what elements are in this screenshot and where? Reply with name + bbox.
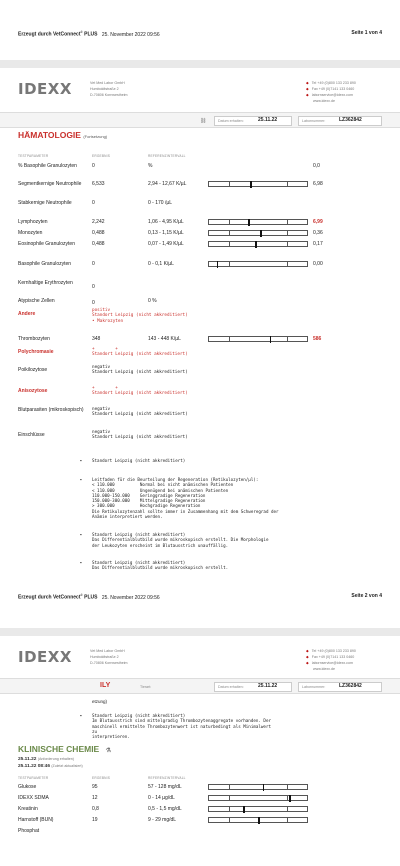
range-tick: [287, 817, 288, 823]
range-tick: [287, 219, 288, 225]
lab-address: Vet Med Labor GmbH Humboldtstraße 2 D-70806 Kornwestheim: [90, 81, 128, 97]
pet-icon: ⛓: [200, 118, 207, 124]
footer-page-number: Seite 2 von 4: [351, 593, 382, 599]
lab-address: Vet Med Labor GmbH Humboldtstraße 2 D-70806 Kornwestheim: [90, 649, 128, 665]
page-2: IDEXX Vet Med Labor GmbH Humboldtstraße 2 D-70806 Kornwestheim ◆ Tel +49 (0)800 133 233 890 ◆ Fax +49 (0)7141 133 0460 ◆ labornservice@idexx.com www.idexx.de ⛓ Datum erhalten: 25.11.22 Labornummer: LZ362842 HÄMATOLOGIE (Fortsetzung) TESTPARAMETER ERGEBNIS REFERENZINTERVALL % Basophile Granulozyten 0 % 0,0 Segmentkernige Neutrophile 6,533 2,94 - 12,67 K/µL 6,98 Stabkernige Neutrophile 0 0 - 170 /µL Lymphozyten 2,242 1,06 - 4,95 K/µL 6,99 Monozyten 0,488 0,13 - 1,15 K/µL 0,36 Eosinophile Granulozyten 0,488 0,07 - 1,49 K/µL 0,17 Basophile Granulozyten 0 0 - 0,1 K/µL 0,00 Kernhaltige Erythrozyten 0 Atypische Zellen 0 0 % Andere positiv Standort Leipzig (nicht akkreditiert) • Makrozyten Thrombozyten 348 143 - 448 K/µL 586 Polychromasie + + Standort Leipzig (nicht akkreditiert) Poikilozytose negativ Standort Leipzig (nicht akkreditiert) Anisozytose + + Standort Leipzig (nicht akkreditiert) Blutparasiten (mikroskopisch) negativ Standort Leipzig (nicht akkreditiert) Einschlüsse negativ Standort Leipzig (nicht akkreditiert) ▪ Standort Leipzig (nicht akkreditiert) ▪ Leitfaden für die Beurteilung der Regeneration (Retikulozyten/µl): < 110.000 Normal bei nicht anämischen Patienten < 110.000 Ungenügend bei anämischen Patienten 110.000-150.000 Geringgradige Regeneration 150.000-300.000 Mittelgradige Regeneration > 300.000 Hochgradige Regeneration Die Retikulozytenzahl sollte immer in Zusammenhang mit dem Schweregrad der Anämie interpretiert werden. ▪ Standort Leipzig (nicht akkreditiert) Das Differentialblutbild wurde mikroskopisch erstellt. Die Morphologie der Leukozyten erscheint im Blutausstrich unauffällig. ▪ Standort Leipzig (nicht akkreditiert) Das Differentialblutbild wurde mikroskopisch erstellt. Erzeugt durch VetConnect© PLUS 25. November 2022 09:56 Seite 2 von 4: [0, 68, 400, 628]
mail-icon: ◆: [306, 661, 309, 665]
lab-number: LZ362842: [339, 117, 362, 123]
range-bar: [208, 230, 308, 236]
range-bar: [208, 806, 308, 812]
range-tick: [229, 230, 230, 236]
range-tick: [229, 219, 230, 225]
range-tick: [229, 795, 230, 801]
range-bar: [208, 181, 308, 187]
lab-number: LZ362842: [339, 683, 362, 689]
fax-icon: ◆: [306, 655, 309, 659]
patient-info-bar: ⛓ Datum erhalten: 25.11.22 Labornummer: LZ362842: [0, 112, 400, 128]
footer-date: 25. November 2022 09:56: [101, 31, 160, 38]
range-tick: [229, 784, 230, 790]
result-marker: [248, 219, 250, 226]
page-3: IDEXX Vet Med Labor GmbH Humboldtstraße 2 D-70806 Kornwestheim ◆ Tel +49 (0)800 133 233 890 ◆ Fax +49 (0)7141 133 0460 ◆ labornservice@idexx.com www.idexx.de ILY Tierart: Datum erhalten: 25.11.22 Labornummer: LZ362842 etzung) ▪ Standort Leipzig (nicht akkreditiert) Im Blutausstrich sind mittelgradig Thrombozytenaggregate vorhanden. Der maschinell ermittelte Thrombozytenwert ist naturbedingt als Minimalwert zu interpretieren. KLINISCHE CHEMIE ⚗ 25.11.22 (Anforderung erhalten) 25.11.22 08:46 (Zuletzt aktualisiert) TESTPARAMETER ERGEBNIS REFERENZINTERVALL Glukose 95 57 - 128 mg/dL IDEXX SDMA 12 0 - 14 µg/dL Kreatinin 0,8 0,5 - 1,5 mg/dL Harnstoff (BUN) 19 9 - 29 mg/dL Phosphat: [0, 636, 400, 866]
section-title-haematology: HÄMATOLOGIE (Fortsetzung): [18, 130, 108, 140]
range-tick: [287, 181, 288, 187]
range-tick: [229, 806, 230, 812]
comment-icon: ▪: [80, 560, 82, 565]
comment-icon: ▪: [80, 532, 82, 537]
order-date: 25.11.22: [258, 117, 278, 123]
range-tick: [229, 241, 230, 247]
request-date: 25.11.22 (Anforderung erhalten): [18, 757, 74, 762]
range-tick: [229, 336, 230, 342]
comment-icon: ▪: [80, 458, 82, 463]
range-tick: [287, 261, 288, 267]
phone-icon: ◆: [306, 649, 309, 653]
range-tick: [287, 230, 288, 236]
range-bar: [208, 219, 308, 225]
range-tick: [287, 784, 288, 790]
page-1: [0, 0, 400, 60]
result-marker: [289, 795, 291, 802]
result-marker: [270, 336, 272, 343]
idexx-logo: IDEXX: [18, 648, 72, 666]
range-tick: [287, 241, 288, 247]
range-tick: [229, 817, 230, 823]
range-bar: [208, 241, 308, 247]
patient-info-bar: ILY Tierart: Datum erhalten: 25.11.22 Labornummer: LZ362842: [0, 678, 400, 694]
result-marker: [243, 806, 245, 813]
result-marker: [260, 230, 262, 237]
result-marker: [217, 261, 219, 268]
lab-contact: ◆ Tel +49 (0)800 133 233 890 ◆ Fax +49 (0)7141 133 0460 ◆ labornservice@idexx.com www.idexx.de: [306, 81, 356, 103]
note-reticulocytes: Leitfaden für die Beurteilung der Regeneration (Retikulozyten/µl): < 110.000 Normal bei nicht anämischen Patienten < 110.000 Ungenügend bei anämischen Patienten 110.000-150.000 Geringgradige Regeneration 150.000-300.000 Mittelgradige Regeneration > 300.000 Hochgradige Regeneration Die Retikulozytenzahl sollte immer in Zusammenhang mit dem Schweregrad der Anämie interpretiert werden.: [92, 477, 279, 520]
mail-icon: ◆: [306, 93, 309, 97]
range-bar: [208, 336, 308, 342]
footer-page-number: Seite 1 von 4: [351, 30, 382, 36]
update-date: 25.11.22 08:46 (Zuletzt aktualisiert): [18, 764, 83, 769]
range-bar: [208, 817, 308, 823]
note-thrombocytes: Standort Leipzig (nicht akkreditiert) Im Blutausstrich sind mittelgradig Thrombozytenaggregate vorhanden. Der maschinell ermittelte Thrombozytenwert ist naturbedingt als Minimalwert zu interpretieren.: [92, 713, 271, 740]
fax-icon: ◆: [306, 87, 309, 91]
range-tick: [287, 336, 288, 342]
note-differential: Standort Leipzig (nicht akkreditiert) Das Differentialblutbild wurde mikroskopisch erstellt. Die Morphologie der Leukozyten erscheint im Blutausstrich unauffällig.: [92, 532, 269, 548]
comment-icon: ▪: [80, 713, 82, 718]
note-location: Standort Leipzig (nicht akkreditiert): [92, 458, 186, 463]
order-date: 25.11.22: [258, 683, 278, 689]
flask-icon: ⚗: [105, 748, 111, 754]
page-1-footer: Erzeugt durch VetConnect© PLUS 25. November 2022 09:56 Seite 1 von 4: [18, 30, 382, 38]
phone-icon: ◆: [306, 81, 309, 85]
section-title-clinical-chemistry: KLINISCHE CHEMIE ⚗: [18, 744, 111, 754]
page-2-footer: Erzeugt durch VetConnect© PLUS 25. November 2022 09:56 Seite 2 von 4: [18, 593, 382, 601]
range-bar: [208, 261, 308, 267]
result-marker: [250, 181, 252, 188]
note-differential-2: Standort Leipzig (nicht akkreditiert) Das Differentialblutbild wurde mikroskopisch erstellt.: [92, 560, 229, 571]
range-bar: [208, 795, 308, 801]
result-marker: [263, 784, 265, 791]
comment-icon: ▪: [80, 477, 82, 482]
range-bar: [208, 784, 308, 790]
range-tick: [229, 261, 230, 267]
result-marker: [258, 817, 260, 824]
footer-generator: Erzeugt durch VetConnect: [18, 31, 81, 38]
section-continuation: etzung): [92, 699, 108, 704]
range-tick: [287, 806, 288, 812]
range-tick: [287, 795, 288, 801]
patient-name-partial: ILY: [100, 682, 111, 689]
lab-contact: ◆ Tel +49 (0)800 133 233 890 ◆ Fax +49 (0)7141 133 0460 ◆ labornservice@idexx.com www.idexx.de: [306, 649, 356, 671]
idexx-logo: IDEXX: [18, 80, 72, 98]
range-tick: [229, 181, 230, 187]
result-marker: [255, 241, 257, 248]
